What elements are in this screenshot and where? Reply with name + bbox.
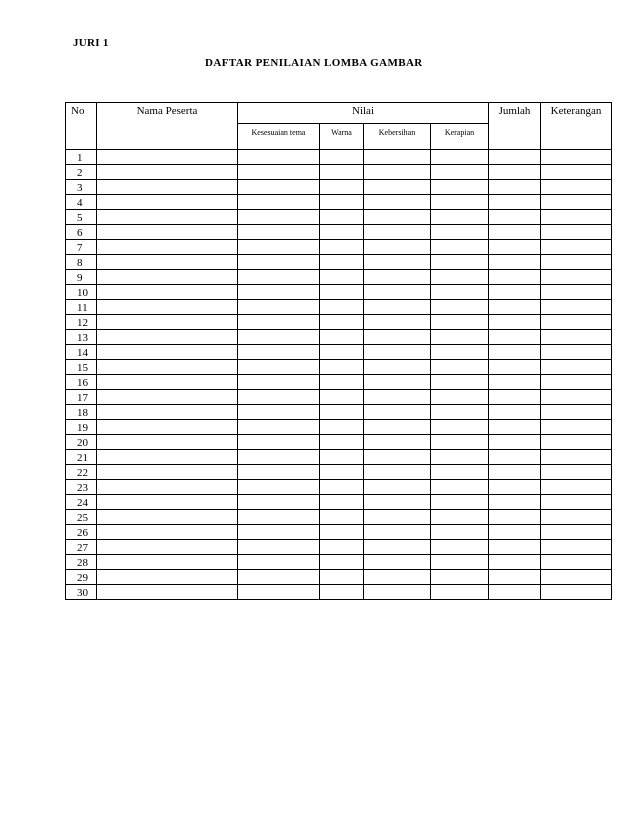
score-table: [65, 102, 612, 600]
row-number: 13: [66, 330, 97, 345]
row-number: 24: [66, 495, 97, 510]
row-number: 30: [66, 585, 97, 600]
table-row: [66, 420, 612, 435]
keterangan-cell: [541, 390, 612, 405]
header-no: No: [66, 103, 97, 150]
nama-peserta-cell: [97, 315, 238, 330]
kebersihan-cell: [364, 360, 431, 375]
keterangan-cell: [541, 480, 612, 495]
nama-peserta-cell: [97, 360, 238, 375]
warna-cell: [320, 465, 364, 480]
warna-cell: [320, 330, 364, 345]
jumlah-cell: [489, 480, 541, 495]
keterangan-cell: [541, 300, 612, 315]
keterangan-cell: [541, 330, 612, 345]
nama-peserta-cell: [97, 585, 238, 600]
nama-peserta-cell: [97, 510, 238, 525]
nama-peserta-cell: [97, 345, 238, 360]
kebersihan-cell: [364, 165, 431, 180]
warna-cell: [320, 435, 364, 450]
table-row: [66, 300, 612, 315]
kerapian-cell: [431, 345, 489, 360]
warna-cell: [320, 570, 364, 585]
kerapian-cell: [431, 330, 489, 345]
keterangan-cell: [541, 270, 612, 285]
table-row: [66, 405, 612, 420]
keterangan-cell: [541, 510, 612, 525]
jumlah-cell: [489, 510, 541, 525]
jumlah-cell: [489, 195, 541, 210]
kesesuaian-tema-cell: [238, 375, 320, 390]
row-number: 2: [66, 165, 97, 180]
table-row: [66, 495, 612, 510]
jumlah-cell: [489, 150, 541, 165]
kesesuaian-tema-cell: [238, 585, 320, 600]
kebersihan-cell: [364, 150, 431, 165]
row-number: 25: [66, 510, 97, 525]
kesesuaian-tema-cell: [238, 225, 320, 240]
warna-cell: [320, 195, 364, 210]
table-row: [66, 375, 612, 390]
keterangan-cell: [541, 375, 612, 390]
jumlah-cell: [489, 330, 541, 345]
table-row: [66, 165, 612, 180]
jumlah-cell: [489, 450, 541, 465]
nama-peserta-cell: [97, 525, 238, 540]
table-row: [66, 255, 612, 270]
document-title: DAFTAR PENILAIAN LOMBA GAMBAR: [205, 57, 423, 69]
keterangan-cell: [541, 465, 612, 480]
row-number: 7: [66, 240, 97, 255]
subheader-kerapian: Kerapian: [431, 124, 489, 150]
kerapian-cell: [431, 300, 489, 315]
keterangan-cell: [541, 315, 612, 330]
kesesuaian-tema-cell: [238, 180, 320, 195]
row-number: 14: [66, 345, 97, 360]
nama-peserta-cell: [97, 390, 238, 405]
subheader-kesesuaian-tema: Kesesuaian tema: [238, 124, 320, 150]
keterangan-cell: [541, 450, 612, 465]
table-body: [66, 150, 612, 600]
jumlah-cell: [489, 240, 541, 255]
table-row: [66, 525, 612, 540]
kerapian-cell: [431, 450, 489, 465]
kerapian-cell: [431, 495, 489, 510]
row-number: 21: [66, 450, 97, 465]
nama-peserta-cell: [97, 450, 238, 465]
jumlah-cell: [489, 345, 541, 360]
warna-cell: [320, 315, 364, 330]
warna-cell: [320, 255, 364, 270]
row-number: 6: [66, 225, 97, 240]
table-row: [66, 180, 612, 195]
kebersihan-cell: [364, 270, 431, 285]
kesesuaian-tema-cell: [238, 165, 320, 180]
row-number: 11: [66, 300, 97, 315]
jumlah-cell: [489, 390, 541, 405]
table-row: [66, 270, 612, 285]
jumlah-cell: [489, 285, 541, 300]
kebersihan-cell: [364, 375, 431, 390]
row-number: 10: [66, 285, 97, 300]
kebersihan-cell: [364, 210, 431, 225]
kesesuaian-tema-cell: [238, 570, 320, 585]
keterangan-cell: [541, 420, 612, 435]
subheader-kebersihan: Kebersihan: [364, 124, 431, 150]
kesesuaian-tema-cell: [238, 345, 320, 360]
keterangan-cell: [541, 585, 612, 600]
warna-cell: [320, 360, 364, 375]
nama-peserta-cell: [97, 465, 238, 480]
table-row: [66, 540, 612, 555]
table-row: [66, 435, 612, 450]
kesesuaian-tema-cell: [238, 270, 320, 285]
row-number: 18: [66, 405, 97, 420]
nama-peserta-cell: [97, 210, 238, 225]
row-number: 5: [66, 210, 97, 225]
nama-peserta-cell: [97, 570, 238, 585]
kebersihan-cell: [364, 525, 431, 540]
warna-cell: [320, 585, 364, 600]
warna-cell: [320, 450, 364, 465]
keterangan-cell: [541, 495, 612, 510]
kebersihan-cell: [364, 465, 431, 480]
table-row: [66, 555, 612, 570]
kebersihan-cell: [364, 390, 431, 405]
jumlah-cell: [489, 360, 541, 375]
kerapian-cell: [431, 555, 489, 570]
kesesuaian-tema-cell: [238, 450, 320, 465]
row-number: 28: [66, 555, 97, 570]
table-row: [66, 150, 612, 165]
kerapian-cell: [431, 375, 489, 390]
kerapian-cell: [431, 360, 489, 375]
nama-peserta-cell: [97, 555, 238, 570]
row-number: 3: [66, 180, 97, 195]
warna-cell: [320, 540, 364, 555]
header-nama-peserta: Nama Peserta: [97, 103, 238, 150]
keterangan-cell: [541, 150, 612, 165]
kebersihan-cell: [364, 405, 431, 420]
kebersihan-cell: [364, 255, 431, 270]
kebersihan-cell: [364, 495, 431, 510]
row-number: 12: [66, 315, 97, 330]
jumlah-cell: [489, 525, 541, 540]
keterangan-cell: [541, 345, 612, 360]
kerapian-cell: [431, 195, 489, 210]
nama-peserta-cell: [97, 285, 238, 300]
kebersihan-cell: [364, 225, 431, 240]
jumlah-cell: [489, 405, 541, 420]
kerapian-cell: [431, 225, 489, 240]
kebersihan-cell: [364, 510, 431, 525]
keterangan-cell: [541, 435, 612, 450]
kebersihan-cell: [364, 300, 431, 315]
kesesuaian-tema-cell: [238, 195, 320, 210]
kesesuaian-tema-cell: [238, 555, 320, 570]
kebersihan-cell: [364, 480, 431, 495]
jumlah-cell: [489, 495, 541, 510]
table-row: [66, 285, 612, 300]
row-number: 9: [66, 270, 97, 285]
kesesuaian-tema-cell: [238, 495, 320, 510]
kesesuaian-tema-cell: [238, 315, 320, 330]
keterangan-cell: [541, 540, 612, 555]
jumlah-cell: [489, 420, 541, 435]
jumlah-cell: [489, 225, 541, 240]
kerapian-cell: [431, 465, 489, 480]
kesesuaian-tema-cell: [238, 150, 320, 165]
kerapian-cell: [431, 255, 489, 270]
kesesuaian-tema-cell: [238, 525, 320, 540]
keterangan-cell: [541, 240, 612, 255]
warna-cell: [320, 420, 364, 435]
warna-cell: [320, 495, 364, 510]
keterangan-cell: [541, 405, 612, 420]
keterangan-cell: [541, 360, 612, 375]
table-row: [66, 315, 612, 330]
warna-cell: [320, 510, 364, 525]
warna-cell: [320, 150, 364, 165]
kerapian-cell: [431, 435, 489, 450]
table-row: [66, 510, 612, 525]
nama-peserta-cell: [97, 420, 238, 435]
warna-cell: [320, 270, 364, 285]
row-number: 15: [66, 360, 97, 375]
header-jumlah: Jumlah: [489, 103, 541, 150]
row-number: 29: [66, 570, 97, 585]
kerapian-cell: [431, 315, 489, 330]
warna-cell: [320, 180, 364, 195]
jumlah-cell: [489, 555, 541, 570]
kesesuaian-tema-cell: [238, 240, 320, 255]
table-row: [66, 465, 612, 480]
kerapian-cell: [431, 210, 489, 225]
nama-peserta-cell: [97, 225, 238, 240]
kesesuaian-tema-cell: [238, 360, 320, 375]
kesesuaian-tema-cell: [238, 210, 320, 225]
row-number: 22: [66, 465, 97, 480]
keterangan-cell: [541, 570, 612, 585]
row-number: 17: [66, 390, 97, 405]
jumlah-cell: [489, 465, 541, 480]
jumlah-cell: [489, 540, 541, 555]
kesesuaian-tema-cell: [238, 330, 320, 345]
juri-label: JURI 1: [73, 37, 109, 49]
kerapian-cell: [431, 525, 489, 540]
nama-peserta-cell: [97, 270, 238, 285]
kesesuaian-tema-cell: [238, 480, 320, 495]
kerapian-cell: [431, 165, 489, 180]
kebersihan-cell: [364, 450, 431, 465]
table-row: [66, 240, 612, 255]
kerapian-cell: [431, 510, 489, 525]
table-row: [66, 390, 612, 405]
kebersihan-cell: [364, 315, 431, 330]
kerapian-cell: [431, 285, 489, 300]
table-row: [66, 360, 612, 375]
warna-cell: [320, 345, 364, 360]
keterangan-cell: [541, 195, 612, 210]
kebersihan-cell: [364, 570, 431, 585]
table-row: [66, 450, 612, 465]
row-number: 27: [66, 540, 97, 555]
table-row: [66, 225, 612, 240]
jumlah-cell: [489, 255, 541, 270]
keterangan-cell: [541, 210, 612, 225]
kesesuaian-tema-cell: [238, 285, 320, 300]
kebersihan-cell: [364, 345, 431, 360]
kerapian-cell: [431, 240, 489, 255]
kesesuaian-tema-cell: [238, 435, 320, 450]
nama-peserta-cell: [97, 195, 238, 210]
kebersihan-cell: [364, 420, 431, 435]
keterangan-cell: [541, 225, 612, 240]
kesesuaian-tema-cell: [238, 390, 320, 405]
kerapian-cell: [431, 420, 489, 435]
kebersihan-cell: [364, 585, 431, 600]
nama-peserta-cell: [97, 255, 238, 270]
kerapian-cell: [431, 570, 489, 585]
kerapian-cell: [431, 180, 489, 195]
table-row: [66, 570, 612, 585]
nama-peserta-cell: [97, 480, 238, 495]
keterangan-cell: [541, 555, 612, 570]
nama-peserta-cell: [97, 540, 238, 555]
warna-cell: [320, 375, 364, 390]
header-keterangan: Keterangan: [541, 103, 612, 150]
kebersihan-cell: [364, 195, 431, 210]
kesesuaian-tema-cell: [238, 510, 320, 525]
kesesuaian-tema-cell: [238, 405, 320, 420]
nama-peserta-cell: [97, 495, 238, 510]
kebersihan-cell: [364, 540, 431, 555]
header-nilai: Nilai: [238, 103, 489, 124]
nama-peserta-cell: [97, 165, 238, 180]
warna-cell: [320, 210, 364, 225]
jumlah-cell: [489, 270, 541, 285]
keterangan-cell: [541, 525, 612, 540]
kesesuaian-tema-cell: [238, 465, 320, 480]
warna-cell: [320, 405, 364, 420]
warna-cell: [320, 165, 364, 180]
row-number: 19: [66, 420, 97, 435]
row-number: 8: [66, 255, 97, 270]
warna-cell: [320, 240, 364, 255]
jumlah-cell: [489, 210, 541, 225]
jumlah-cell: [489, 300, 541, 315]
warna-cell: [320, 225, 364, 240]
warna-cell: [320, 555, 364, 570]
kebersihan-cell: [364, 330, 431, 345]
nama-peserta-cell: [97, 330, 238, 345]
jumlah-cell: [489, 585, 541, 600]
kebersihan-cell: [364, 240, 431, 255]
table-row: [66, 330, 612, 345]
row-number: 1: [66, 150, 97, 165]
nama-peserta-cell: [97, 240, 238, 255]
kebersihan-cell: [364, 435, 431, 450]
row-number: 4: [66, 195, 97, 210]
jumlah-cell: [489, 165, 541, 180]
row-number: 26: [66, 525, 97, 540]
kerapian-cell: [431, 390, 489, 405]
kesesuaian-tema-cell: [238, 420, 320, 435]
keterangan-cell: [541, 180, 612, 195]
kerapian-cell: [431, 480, 489, 495]
row-number: 20: [66, 435, 97, 450]
row-number: 16: [66, 375, 97, 390]
warna-cell: [320, 300, 364, 315]
subheader-warna: Warna: [320, 124, 364, 150]
nama-peserta-cell: [97, 150, 238, 165]
keterangan-cell: [541, 165, 612, 180]
kesesuaian-tema-cell: [238, 300, 320, 315]
nama-peserta-cell: [97, 435, 238, 450]
keterangan-cell: [541, 285, 612, 300]
nama-peserta-cell: [97, 180, 238, 195]
kesesuaian-tema-cell: [238, 255, 320, 270]
warna-cell: [320, 525, 364, 540]
jumlah-cell: [489, 570, 541, 585]
jumlah-cell: [489, 375, 541, 390]
keterangan-cell: [541, 255, 612, 270]
kerapian-cell: [431, 540, 489, 555]
jumlah-cell: [489, 180, 541, 195]
row-number: 23: [66, 480, 97, 495]
warna-cell: [320, 285, 364, 300]
kebersihan-cell: [364, 285, 431, 300]
kerapian-cell: [431, 405, 489, 420]
kerapian-cell: [431, 585, 489, 600]
warna-cell: [320, 390, 364, 405]
table-row: [66, 585, 612, 600]
table-row: [66, 480, 612, 495]
jumlah-cell: [489, 435, 541, 450]
kebersihan-cell: [364, 555, 431, 570]
warna-cell: [320, 480, 364, 495]
nama-peserta-cell: [97, 405, 238, 420]
kerapian-cell: [431, 270, 489, 285]
table-row: [66, 195, 612, 210]
table-row: [66, 345, 612, 360]
nama-peserta-cell: [97, 300, 238, 315]
table-row: [66, 210, 612, 225]
kerapian-cell: [431, 150, 489, 165]
nama-peserta-cell: [97, 375, 238, 390]
kebersihan-cell: [364, 180, 431, 195]
jumlah-cell: [489, 315, 541, 330]
kesesuaian-tema-cell: [238, 540, 320, 555]
